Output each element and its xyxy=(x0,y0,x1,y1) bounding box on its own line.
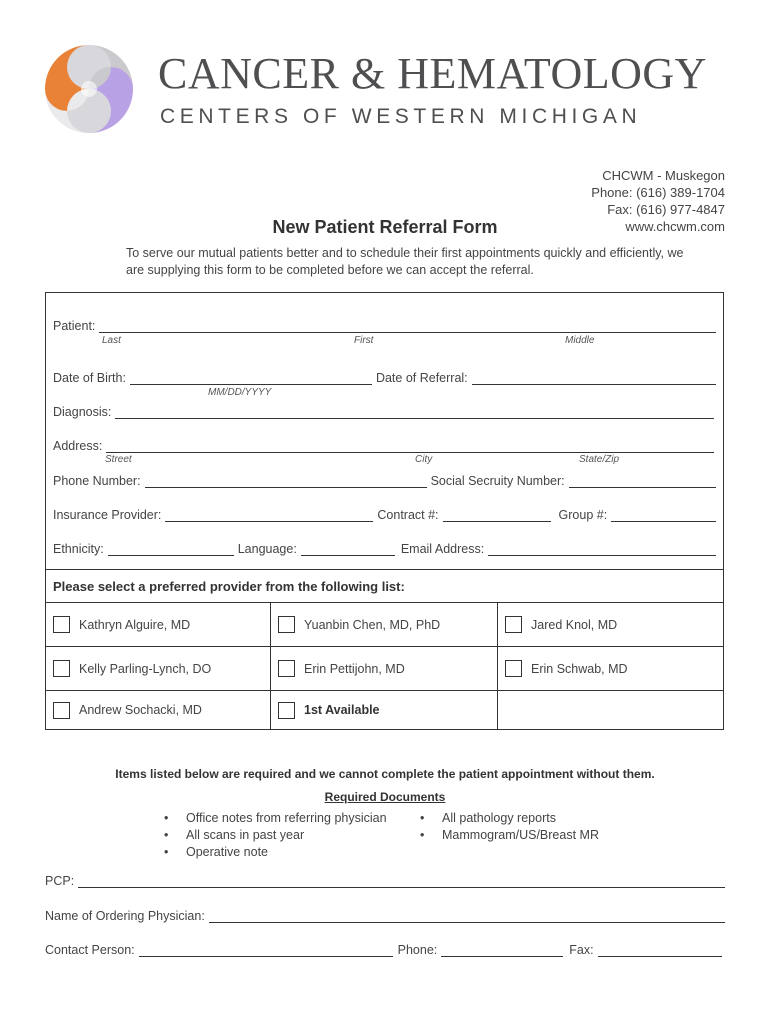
patient-name-field[interactable] xyxy=(99,318,716,333)
sublabel-city: City xyxy=(415,454,433,465)
checkbox[interactable] xyxy=(278,660,295,677)
contact-website[interactable]: www.chcwm.com xyxy=(625,219,725,234)
provider-name: Kathryn Alguire, MD xyxy=(79,617,191,632)
pcp-row xyxy=(45,873,725,888)
provider-option[interactable] xyxy=(271,603,498,647)
required-doc-item: • Office notes from referring physician xyxy=(186,811,387,825)
provider-option[interactable] xyxy=(46,691,271,729)
checkbox[interactable] xyxy=(53,702,70,719)
referral-date-label: Date of Referral: xyxy=(375,371,468,385)
brand-subtitle: CENTERS OF WESTERN MICHIGAN xyxy=(160,105,642,128)
diagnosis-row xyxy=(53,404,714,419)
provider-option[interactable] xyxy=(46,603,271,647)
provider-name: Jared Knol, MD xyxy=(531,617,618,632)
sublabel-last: Last xyxy=(102,335,121,346)
provider-option[interactable] xyxy=(498,603,723,647)
referrer-fax-field[interactable] xyxy=(598,942,722,957)
diagnosis-field[interactable] xyxy=(115,404,714,419)
sublabel-middle: Middle xyxy=(565,335,595,346)
referrer-phone-field[interactable] xyxy=(441,942,563,957)
checkbox[interactable] xyxy=(505,616,522,633)
dates-row xyxy=(53,370,716,385)
patient-label: Patient: xyxy=(53,319,96,333)
checkbox[interactable] xyxy=(53,616,70,633)
contact-location: CHCWM - Muskegon xyxy=(602,168,725,183)
sublabel-street: Street xyxy=(105,454,132,465)
language-label: Language: xyxy=(237,542,297,556)
phone-number-field[interactable] xyxy=(145,473,427,488)
required-doc-item: • Mammogram/US/Breast MR xyxy=(442,828,599,842)
checkbox[interactable] xyxy=(278,702,295,719)
provider-option[interactable] xyxy=(271,647,498,691)
checkbox[interactable] xyxy=(278,616,295,633)
ethnicity-field[interactable] xyxy=(108,541,234,556)
insurance-row xyxy=(53,507,716,522)
group-label: Group #: xyxy=(558,508,608,522)
requirements-notice: Items listed below are required and we cannot complete the patient appointment without them. xyxy=(115,767,655,781)
provider-option[interactable] xyxy=(498,647,723,691)
contact-fax: Fax: (616) 977-4847 xyxy=(607,202,725,217)
phone-ssn-row xyxy=(53,473,716,488)
form-title: New Patient Referral Form xyxy=(272,217,498,237)
pcp-field[interactable] xyxy=(78,873,725,888)
sublabel-first: First xyxy=(354,335,374,346)
provider-grid xyxy=(46,603,723,729)
pcp-label: PCP: xyxy=(45,874,75,888)
dob-field[interactable] xyxy=(130,370,372,385)
provider-name: Kelly Parling-Lynch, DO xyxy=(79,661,212,676)
checkbox[interactable] xyxy=(53,660,70,677)
referrer-fax-label: Fax: xyxy=(569,943,594,957)
ssn-label: Social Secruity Number: xyxy=(430,474,565,488)
provider-name: Yuanbin Chen, MD, PhD xyxy=(304,617,441,632)
address-row xyxy=(53,438,714,453)
provider-section-heading: Please select a preferred provider from the following list: xyxy=(46,569,723,603)
ssn-field[interactable] xyxy=(569,473,716,488)
provider-option[interactable] xyxy=(46,647,271,691)
required-doc-item: • All pathology reports xyxy=(442,811,556,825)
provider-name: Erin Schwab, MD xyxy=(531,661,628,676)
referral-date-field[interactable] xyxy=(472,370,716,385)
contract-label: Contract #: xyxy=(377,508,439,522)
provider-name: 1st Available xyxy=(304,703,380,717)
referrer-phone-label: Phone: xyxy=(397,943,438,957)
dob-label: Date of Birth: xyxy=(53,371,126,385)
form-intro: To serve our mutual patients better and to schedule their first appointments quickly and efficiently, we are supplying this form to be completed before we can accept the referral. xyxy=(126,246,684,277)
ordering-physician-field[interactable] xyxy=(209,908,725,923)
contact-person-label: Contact Person: xyxy=(45,943,135,957)
sublabel-state-zip: State/Zip xyxy=(579,454,620,465)
contract-field[interactable] xyxy=(443,507,551,522)
checkbox[interactable] xyxy=(505,660,522,677)
required-doc-item: • All scans in past year xyxy=(186,828,304,842)
email-label: Email Address: xyxy=(400,542,485,556)
ordering-physician-row xyxy=(45,908,725,923)
insurance-field[interactable] xyxy=(165,507,373,522)
contact-person-field[interactable] xyxy=(139,942,393,957)
empty-cell xyxy=(498,691,723,729)
email-field[interactable] xyxy=(488,541,716,556)
chcwm-logo xyxy=(44,44,134,134)
address-field[interactable] xyxy=(106,438,714,453)
language-field[interactable] xyxy=(301,541,395,556)
ordering-physician-label: Name of Ordering Physician: xyxy=(45,909,205,923)
provider-name: Erin Pettijohn, MD xyxy=(304,661,405,676)
address-label: Address: xyxy=(53,439,103,453)
provider-option-first-available[interactable] xyxy=(271,691,498,729)
contact-person-row xyxy=(45,942,722,957)
contact-phone: Phone: (616) 389-1704 xyxy=(591,185,725,200)
patient-row xyxy=(53,318,716,333)
patient-info-box xyxy=(45,292,724,730)
provider-name: Andrew Sochacki, MD xyxy=(79,703,202,717)
insurance-label: Insurance Provider: xyxy=(53,508,162,522)
required-doc-item: • Operative note xyxy=(186,845,268,859)
demographics-row xyxy=(53,541,716,556)
group-field[interactable] xyxy=(611,507,716,522)
required-documents-heading: Required Documents xyxy=(324,790,446,804)
diagnosis-label: Diagnosis: xyxy=(53,405,112,419)
brand-name: CANCER & HEMATOLOGY xyxy=(158,49,707,98)
phone-number-label: Phone Number: xyxy=(53,474,141,488)
ethnicity-label: Ethnicity: xyxy=(53,542,104,556)
sublabel-date-format: MM/DD/YYYY xyxy=(208,387,272,398)
